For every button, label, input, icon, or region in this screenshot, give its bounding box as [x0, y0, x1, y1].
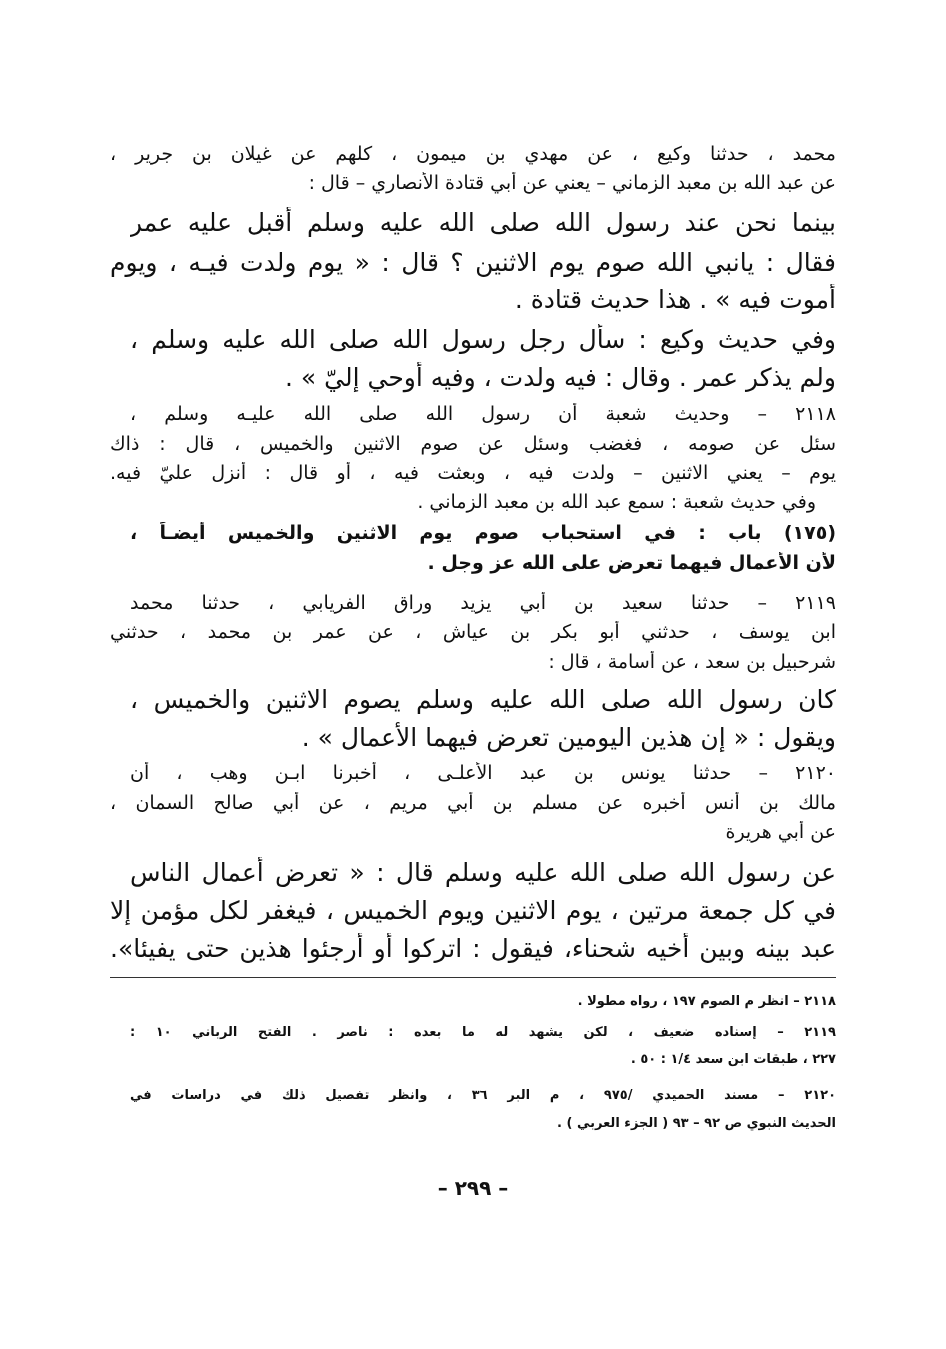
- hadith-text-line: فقال : يانبي الله صوم يوم الاثنين ؟ قال : « يوم ولدت فيـه ، ويوم: [110, 248, 836, 277]
- hadith-number-line: ٢١٢٠ – حدثنا يونس بن عبد الأعلـى ، أخبرنا ابـن وهب ، أن: [130, 762, 836, 784]
- isnad-line: شرحبيل بن سعد ، عن أسامة ، قال :: [548, 651, 836, 673]
- hadith-text-line: أموت فيه » . هذا حديث قتادة .: [514, 285, 836, 314]
- chapter-heading: لأن الأعمال فيهما تعرض على الله عز وجل .: [427, 552, 836, 574]
- footnote: ٢٢٧ ، طبقات ابن سعد ١/٤ : ٥٠ .: [630, 1052, 836, 1067]
- isnad-line: سئل عن صومه ، فغضب وسئل عن صوم الاثنين والخميس ، قال : ذاك: [110, 433, 836, 455]
- hadith-text-line: بينما نحن عند رسول الله صلى الله عليه وسلم أقبل عليه عمر: [130, 208, 836, 237]
- footnote: الحديث النبوي ص ٩٢ – ٩٣ ( الجزء العربي ) .: [557, 1116, 836, 1131]
- footnote: ٢١١٨ – انظر م الصوم ١٩٧ ، رواه مطولا .: [577, 994, 836, 1009]
- hadith-text-line: عن رسول الله صلى الله عليه وسلم قال : « تعرض أعمال الناس: [130, 858, 836, 887]
- isnad-line: ابن يوسف ، حدثني أبو بكر بن عياش ، عن عمر بن محمد ، حدثني: [110, 621, 836, 643]
- footnote: ٢١٢٠ – مسند الحميدي /٩٧٥ ، م البر ٣٦ ، وانظر تفصيل ذلك في دراسات في: [130, 1088, 836, 1103]
- hadith-text-line: كان رسول الله صلى الله عليه وسلم يصوم الاثنين والخميس ،: [130, 685, 836, 714]
- isnad-line: عن عبد الله بن معبد الزماني – يعني عن أبي قتادة الأنصاري – قال :: [308, 172, 836, 194]
- isnad-line: يوم – يعني الاثنين – ولدت فيه ، وبعثت فيه ، أو قال : أنزل عليّ فيه.: [110, 462, 836, 484]
- hadith-text-line: عبد بينه وبين أخيه شحناء، فيقول : اتركوا أو أرجئوا هذين حتى يفيئا».: [110, 934, 836, 963]
- hadith-number-line: ٢١١٩ – حدثنا سعيد بن أبي يزيد وراق الفريابي ، حدثنا محمد: [130, 592, 836, 614]
- hadith-number-line: ٢١١٨ – وحديث شعبة أن رسول الله صلى الله عليـه وسلم ،: [130, 403, 836, 425]
- hadith-text-line: ويقول : « إن هذين اليومين تعرض فيهما الأعمال » .: [301, 723, 836, 752]
- isnad-line: عن أبي هريرة: [725, 821, 836, 843]
- isnad-line: مالك بن أنس أخبره عن مسلم بن أبي مريم ، عن أبي صالح السمان ،: [110, 792, 836, 814]
- page-number: – ٢٩٩ –: [437, 1176, 509, 1200]
- isnad-line: وفي حديث شعبة : سمع عبد الله بن معبد الزماني .: [417, 491, 816, 513]
- footnote-divider: [110, 977, 836, 978]
- hadith-text-line: وفي حديث وكيع : سأل رجل رسول الله صلى الله عليه وسلم ،: [130, 325, 836, 354]
- isnad-line: محمد ، حدثنا وكيع ، عن مهدي بن ميمون ، كلهم عن غيلان بن جرير ،: [110, 143, 836, 165]
- footnote: ٢١١٩ – إسناده ضعيف ، لكن يشهد له ما بعده : ناصر . الفتح الرباني ١٠ :: [130, 1025, 836, 1040]
- hadith-text-line: ولم يذكر عمر . وقال : فيه ولدت ، وفيه أوحي إليّ » .: [285, 363, 836, 392]
- chapter-heading: (١٧٥) باب : في استحباب صوم يوم الاثنين والخميس أيضـاً ،: [130, 522, 836, 544]
- hadith-text-line: في كل جمعة مرتين ، يوم الاثنين ويوم الخميس ، فيغفر لكل مؤمن إلا: [110, 896, 836, 925]
